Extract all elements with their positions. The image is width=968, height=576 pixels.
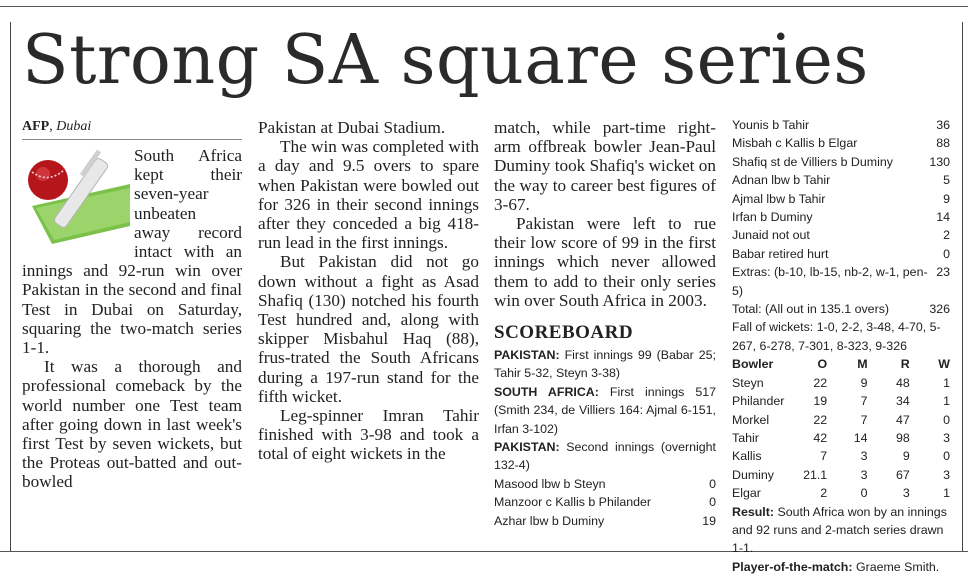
bowling-figure: 42 [813, 430, 828, 445]
batting-row [732, 116, 950, 134]
col1-paragraph-2: It was a thorough and professional comeback by the world number one Test team after going down in last week's first Test by seven wickets, but the Proteas out-batted and out-bowled [22, 357, 242, 492]
bowling-row [732, 392, 950, 410]
batting-list-1 [494, 475, 716, 530]
scoreboard-column [732, 116, 950, 576]
col2-paragraph-2: The win was completed with a day and 9.5 overs to spare when Pakistan were bowled out for 326 in their second innings after they conceded a big 418-run lead in the first innings. [258, 137, 479, 253]
pom-label: Player-of-the-match: [732, 559, 853, 574]
headline: Strong SA square series [22, 21, 869, 100]
bowling-figure: 9 [902, 449, 910, 464]
bowling-header: O [817, 357, 828, 372]
bowling-figure: 1 [943, 375, 950, 390]
bowler-name: Philander [732, 394, 785, 409]
lead-line-4: unbeaten [134, 203, 197, 223]
bowling-figure: 3 [943, 430, 950, 445]
bowler-name: Duminy [732, 467, 774, 482]
bowling-figure: 0 [943, 412, 950, 427]
result-label: Result: [732, 504, 774, 519]
batsman-dismissal: Junaid not out [732, 228, 810, 243]
batting-row [494, 493, 716, 511]
batting-row [732, 263, 950, 300]
article-column-1 [22, 118, 242, 492]
col2-paragraph-4: Leg-spinner Imran Tahir finished with 3-98 and took a total of eight wickets in the [258, 406, 479, 464]
lead-line-5: away record [134, 222, 242, 242]
bowler-name: Morkel [732, 412, 770, 427]
top-rule [0, 6, 968, 7]
bowling-figure: 0 [860, 486, 868, 501]
bowling-figure: 19 [813, 394, 828, 409]
batting-row [494, 475, 716, 493]
pak1-label: PAKISTAN: [494, 348, 560, 363]
batsman-dismissal: Azhar lbw b Duminy [494, 513, 605, 528]
bowling-row [732, 429, 950, 447]
left-border [10, 22, 11, 552]
bowling-row [732, 411, 950, 429]
batsman-dismissal: Irfan b Duminy [732, 210, 813, 225]
bowling-figure: 34 [895, 394, 910, 409]
cricket-ball-icon [22, 146, 130, 244]
batsman-dismissal: Misbah c Kallis b Elgar [732, 136, 858, 151]
batting-row [732, 245, 950, 263]
batting-row [732, 134, 950, 152]
batsman-runs: 88 [936, 136, 950, 151]
lead-line-6: intact with an [134, 242, 242, 262]
bowling-header: W [938, 357, 950, 372]
bowling-figure: 21.1 [803, 467, 828, 482]
bowling-figure: 3 [943, 467, 950, 482]
result-text: South Africa won by an innings and 92 runs and 2-match series drawn 1-1. [732, 504, 947, 556]
batting-row [732, 300, 950, 318]
scoreboard-summary [494, 346, 716, 530]
byline: AFP, Dubai [22, 118, 242, 140]
pak2-label: PAKISTAN: [494, 440, 560, 455]
bowling-figure: 7 [860, 412, 868, 427]
batsman-runs: 5 [943, 173, 950, 188]
pak2-text: Second innings (overnight 132-4) [494, 440, 716, 473]
sa1-label: SOUTH AFRICA: [494, 384, 599, 399]
lead-line-3: seven-year [134, 184, 209, 204]
pak1-text: First innings 99 (Babar 25; Tahir 5-32, Steyn 3-38) [494, 348, 716, 381]
bowling-figure: 48 [895, 375, 910, 390]
pom-text: Graeme Smith. [855, 559, 940, 574]
bowling-row [732, 374, 950, 392]
bowler-name: Steyn [732, 375, 764, 390]
lead-line-1: South Africa [134, 146, 242, 165]
bowling-figure: 98 [895, 430, 910, 445]
article-column-3 [494, 118, 716, 530]
sa1-text: First innings 517 (Smith 234, de Villiers 164: Ajmal 6-151, Irfan 3-102) [494, 384, 716, 436]
batsman-dismissal: Manzoor c Kallis b Philander [494, 495, 652, 510]
bowling-header: R [900, 357, 910, 372]
bowling-figure: 7 [860, 394, 868, 409]
batsman-dismissal: Total: (All out in 135.1 overs) [732, 302, 890, 317]
batsman-runs: 19 [702, 513, 716, 528]
batsman-dismissal: Masood lbw b Steyn [494, 476, 606, 491]
col2-paragraph-3: But Pakistan did not go down without a fight as Asad Shafiq (130) notched his fourth Test hundred and, along with skipper Misbahul Haq (88), frus-trated the South Africans during a 197-run stand for the fifth wicket. [258, 252, 479, 406]
col3-paragraph-2: Pakistan were left to rue their low score of 99 in the first innings which never allowed them to add to their only series win over South Africa in 2003. [494, 214, 716, 310]
bowling-row [732, 484, 950, 502]
bowling-figure: 7 [820, 449, 828, 464]
bowling-figure: 2 [820, 486, 828, 501]
batsman-dismissal: Ajmal lbw b Tahir [732, 191, 826, 206]
batsman-dismissal: Shafiq st de Villiers b Duminy [732, 154, 893, 169]
bowling-figure: 47 [895, 412, 910, 427]
batting-list-2 [732, 116, 950, 318]
bowling-table [732, 355, 950, 502]
byline-location: Dubai [56, 119, 92, 134]
right-border [962, 22, 963, 552]
bowling-figure: 1 [943, 486, 950, 501]
batsman-runs: 0 [943, 246, 950, 261]
col2-paragraph-1: Pakistan at Dubai Stadium. [258, 118, 446, 137]
bowling-figure: 14 [853, 430, 868, 445]
bowling-row [732, 447, 950, 465]
bowling-figure: 3 [902, 486, 910, 501]
bowler-name: Elgar [732, 486, 761, 501]
bowling-row [732, 466, 950, 484]
batsman-runs: 0 [709, 476, 716, 491]
bowling-figure: 67 [895, 467, 910, 482]
batting-row [732, 171, 950, 189]
bowling-figure: 3 [860, 449, 868, 464]
batting-row [494, 512, 716, 530]
batsman-runs: 2 [943, 228, 950, 243]
lead-line-2: kept their [134, 165, 242, 185]
batsman-runs: 0 [709, 495, 716, 510]
bowling-header: Bowler [732, 357, 774, 372]
article-column-2 [258, 118, 479, 464]
batting-row [732, 190, 950, 208]
batsman-runs: 130 [929, 154, 950, 169]
batsman-dismissal: Adnan lbw b Tahir [732, 173, 831, 188]
bowling-header: M [857, 357, 868, 372]
bowling-figure: 22 [813, 375, 828, 390]
bowling-figure: 9 [860, 375, 868, 390]
batting-row [732, 208, 950, 226]
scoreboard-title: SCOREBOARD [494, 322, 634, 344]
batsman-dismissal: Younis b Tahir [732, 118, 810, 132]
batsman-runs: 14 [936, 210, 950, 225]
batsman-dismissal: Extras: (b-10, lb-15, nb-2, w-1, pen-5) [732, 265, 928, 298]
byline-agency: AFP [22, 119, 50, 134]
batsman-runs: 23 [936, 265, 950, 280]
fall-of-wickets: Fall of wickets: 1-0, 2-2, 3-48, 4-70, 5-267, 6-278, 7-301, 8-323, 9-326 [732, 320, 941, 353]
batsman-runs: 36 [936, 118, 950, 132]
bowling-figure: 3 [860, 467, 868, 482]
bowler-name: Kallis [732, 449, 762, 464]
batsman-dismissal: Babar retired hurt [732, 246, 829, 261]
col1-paragraph-1: innings and 92-run win over Pakistan in the second and final Test in Dubai on Saturday, squaring the two-match series 1-1. [22, 261, 242, 358]
batting-row [732, 153, 950, 171]
batsman-runs: 9 [943, 191, 950, 206]
bowling-figure: 22 [813, 412, 828, 427]
batting-row [732, 226, 950, 244]
bowler-name: Tahir [732, 430, 759, 445]
bowling-figure: 0 [943, 449, 950, 464]
batsman-runs: 326 [929, 302, 950, 317]
bowling-figure: 1 [943, 394, 950, 409]
col3-paragraph-1: match, while part-time right-arm offbreak bowler Jean-Paul Duminy took Shafiq's wicket on the way to career best figures of 3-67. [494, 118, 716, 214]
